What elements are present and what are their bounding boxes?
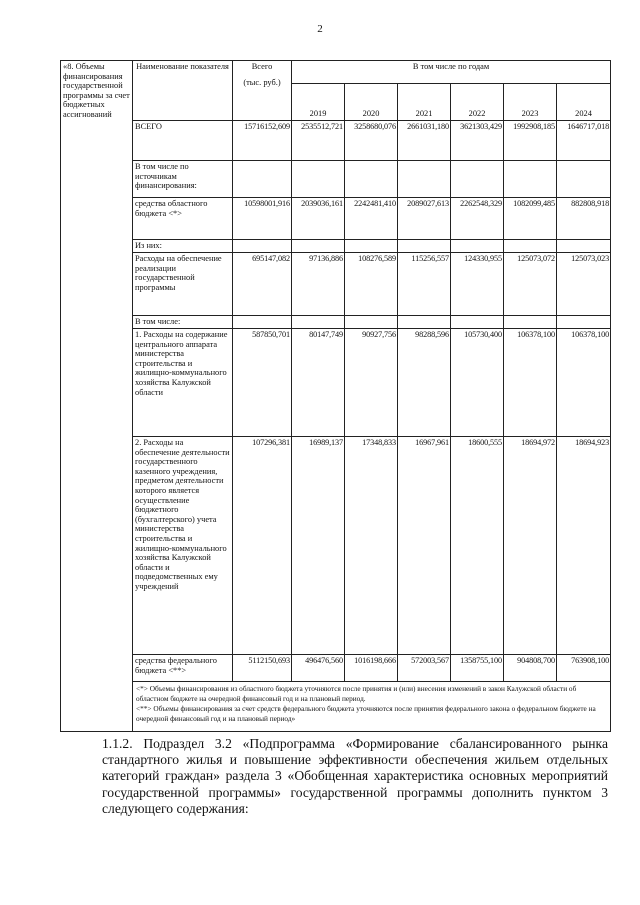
row-value: 2242481,410 (345, 198, 398, 240)
section-spacer (61, 121, 133, 682)
row-value: 1646717,018 (557, 121, 611, 161)
header-year: 2022 (451, 84, 504, 121)
header-total-label: Всего (251, 62, 273, 71)
row-value: 904808,700 (504, 655, 557, 682)
row-value: 80147,749 (292, 329, 345, 437)
row-value: 1016198,666 (345, 655, 398, 682)
row-value: 882808,918 (557, 198, 611, 240)
row-total: 587850,701 (233, 329, 292, 437)
row-value: 3258680,076 (345, 121, 398, 161)
row-label: ВСЕГО (133, 121, 233, 161)
row-value: 1992908,185 (504, 121, 557, 161)
table-row (61, 316, 611, 329)
row-total: 5112150,693 (233, 655, 292, 682)
row-value: 16989,137 (292, 437, 345, 655)
footnotes (133, 682, 611, 732)
header-year: 2023 (504, 84, 557, 121)
header-year: 2019 (292, 84, 345, 121)
row-value: 90927,756 (345, 329, 398, 437)
financing-table (60, 60, 611, 732)
row-value: 115256,557 (398, 253, 451, 316)
table-row (61, 198, 611, 240)
row-value: 16967,961 (398, 437, 451, 655)
row-label: 1. Расходы на содержание центрального аппарата министерства строительства и жилищно-коммунального хозяйства Калужской области (133, 329, 233, 437)
table-row (61, 240, 611, 253)
row-value: 496476,560 (292, 655, 345, 682)
row-label: средства областного бюджета <*> (133, 198, 233, 240)
row-value: 98288,596 (398, 329, 451, 437)
table-row (61, 437, 611, 655)
row-value: 2661031,180 (398, 121, 451, 161)
section-spacer (61, 682, 133, 732)
row-value: 106378,100 (557, 329, 611, 437)
row-value: 763908,100 (557, 655, 611, 682)
header-name-col: Наименование показателя (133, 61, 233, 121)
row-total: 695147,082 (233, 253, 292, 316)
row-value: 3621303,429 (451, 121, 504, 161)
row-value: 17348,833 (345, 437, 398, 655)
footnote-federal: <**> Объемы финансирования за счет средств федерального бюджета уточняются после принятия федерального закона о федеральном бюджете на очередной финансовый год и на плановый период» (136, 704, 596, 724)
table-row (61, 161, 611, 198)
row-value: 124330,955 (451, 253, 504, 316)
table-row (61, 121, 611, 161)
row-value: 2262548,329 (451, 198, 504, 240)
row-total: 10598001,916 (233, 198, 292, 240)
row-total: 107296,381 (233, 437, 292, 655)
row-label: В том числе: (133, 316, 233, 329)
page-number: 2 (317, 23, 323, 35)
row-value: 1358755,100 (451, 655, 504, 682)
row-value: 125073,023 (557, 253, 611, 316)
row-value: 108276,589 (345, 253, 398, 316)
row-total: 15716152,609 (233, 121, 292, 161)
row-value: 18600,555 (451, 437, 504, 655)
header-year: 2024 (557, 84, 611, 121)
row-label: 2. Расходы на обеспечение деятельности государственного казенного учреждения, предметом деятельности которого является осуществление бюджетного (бухгалтерского) учета министерства строительства и жилищно-коммунального хозяйства Калужской области и подведомственных ему учреждений (133, 437, 233, 655)
row-value: 18694,972 (504, 437, 557, 655)
row-value: 97136,886 (292, 253, 345, 316)
header-year: 2020 (345, 84, 398, 121)
row-label: Из них: (133, 240, 233, 253)
row-label: В том числе по источникам финансирования: (133, 161, 233, 198)
row-value: 2039036,161 (292, 198, 345, 240)
row-label: Расходы на обеспечение реализации государственной программы (133, 253, 233, 316)
table-row (61, 655, 611, 682)
header-total-units: (тыс. руб.) (243, 77, 281, 87)
header-years-group: В том числе по годам (292, 61, 611, 84)
body-paragraph (102, 736, 608, 817)
row-value: 105730,400 (451, 329, 504, 437)
row-value: 1082099,485 (504, 198, 557, 240)
row-label: средства федерального бюджета <**> (133, 655, 233, 682)
header-total-col (233, 61, 292, 121)
row-value: 106378,100 (504, 329, 557, 437)
row-value: 125073,072 (504, 253, 557, 316)
footnote-regional: <*> Объемы финансирования из областного бюджета уточняются после принятия и (или) внесения изменений в закон Калужской области об областном бюджете на очередной финансовый год и на плановый период. (136, 684, 577, 704)
header-year: 2021 (398, 84, 451, 121)
row-value: 18694,923 (557, 437, 611, 655)
paragraph-1-1-2: 1.1.2. Подраздел 3.2 «Подпрограмма «Формирование сбалансированного рынка стандартного жилья и повышение эффективности обеспечения жильем отдельных категорий граждан» раздела 3 «Обобщенная характеристика основных мероприятий государственной программы» государственной программы дополнить пунктом 3 следующего содержания: (102, 736, 608, 816)
table-row (61, 253, 611, 316)
row-value: 2535512,721 (292, 121, 345, 161)
row-value: 2089027,613 (398, 198, 451, 240)
footnote-row (61, 682, 611, 732)
section-label: «8. Объемы финансирования государственной программы за счет бюджетных ассигнований (61, 61, 133, 121)
row-value: 572003,567 (398, 655, 451, 682)
table-row (61, 329, 611, 437)
